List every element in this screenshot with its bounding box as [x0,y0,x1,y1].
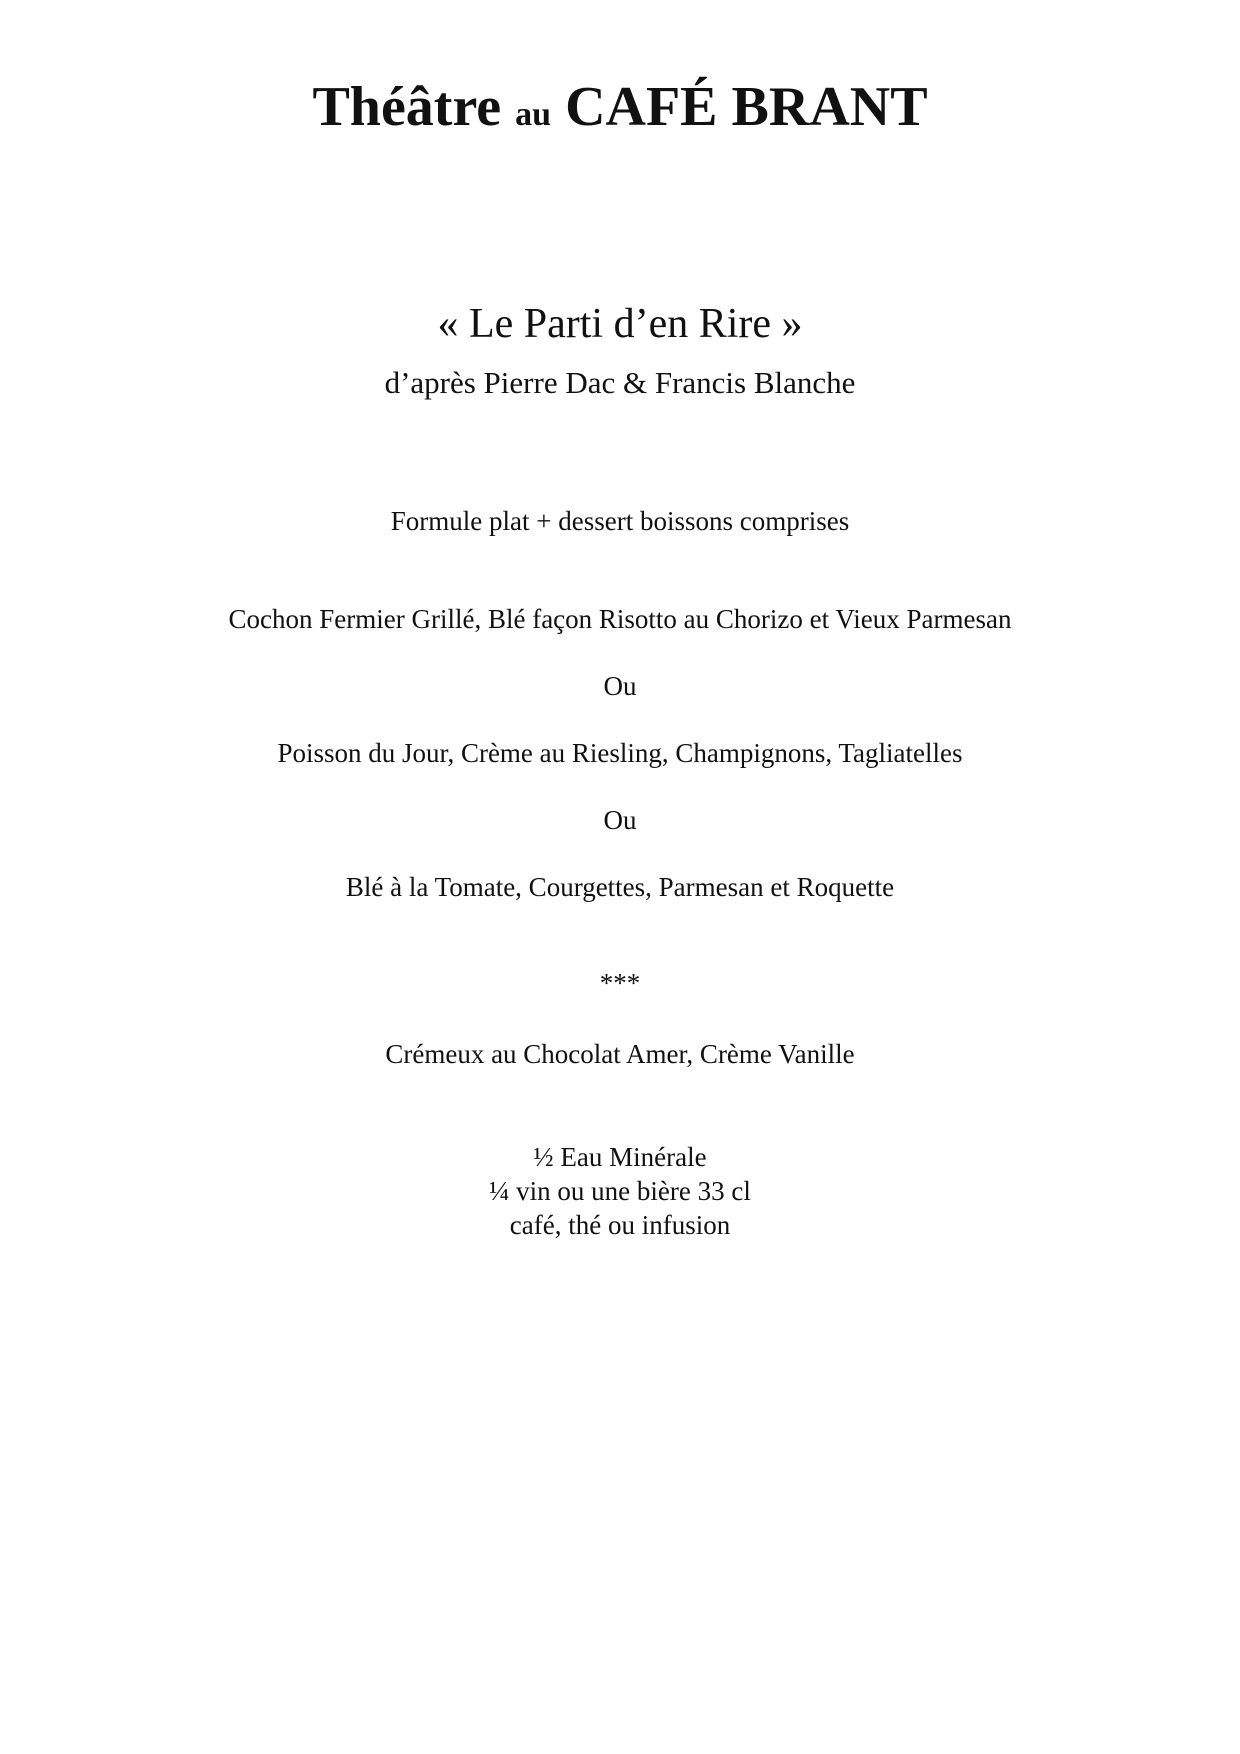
show-subtitle: d’après Pierre Dac & Francis Blanche [384,365,856,400]
show-title: « Le Parti d’en Rire » [437,301,803,347]
venue-title-word-au: au [515,96,552,133]
menu-course-separator: *** [599,968,641,998]
drink-wine-or-beer: ¼ vin ou une bière 33 cl [489,1176,751,1206]
menu-main-course-3: Blé à la Tomate, Courgettes, Parmesan et Roquette [345,872,895,902]
menu-or-separator-2: Ou [603,805,637,835]
drink-water: ½ Eau Minérale [533,1142,707,1172]
menu-main-course-2: Poisson du Jour, Crème au Riesling, Champignons, Tagliatelles [277,738,963,768]
drinks-list [0,1140,1240,1242]
venue-title [0,72,1240,150]
venue-title-name: CAFÉ BRANT [565,76,928,138]
menu-formula: Formule plat + dessert boissons comprises [390,506,850,536]
venue-title-word-theatre: Théâtre [312,76,502,138]
menu-dessert: Crémeux au Chocolat Amer, Crème Vanille [385,1039,855,1069]
menu-main-course-1: Cochon Fermier Grillé, Blé façon Risotto au Chorizo et Vieux Parmesan [228,604,1012,634]
menu-or-separator-1: Ou [603,671,637,701]
drink-hot: café, thé ou infusion [509,1210,731,1240]
